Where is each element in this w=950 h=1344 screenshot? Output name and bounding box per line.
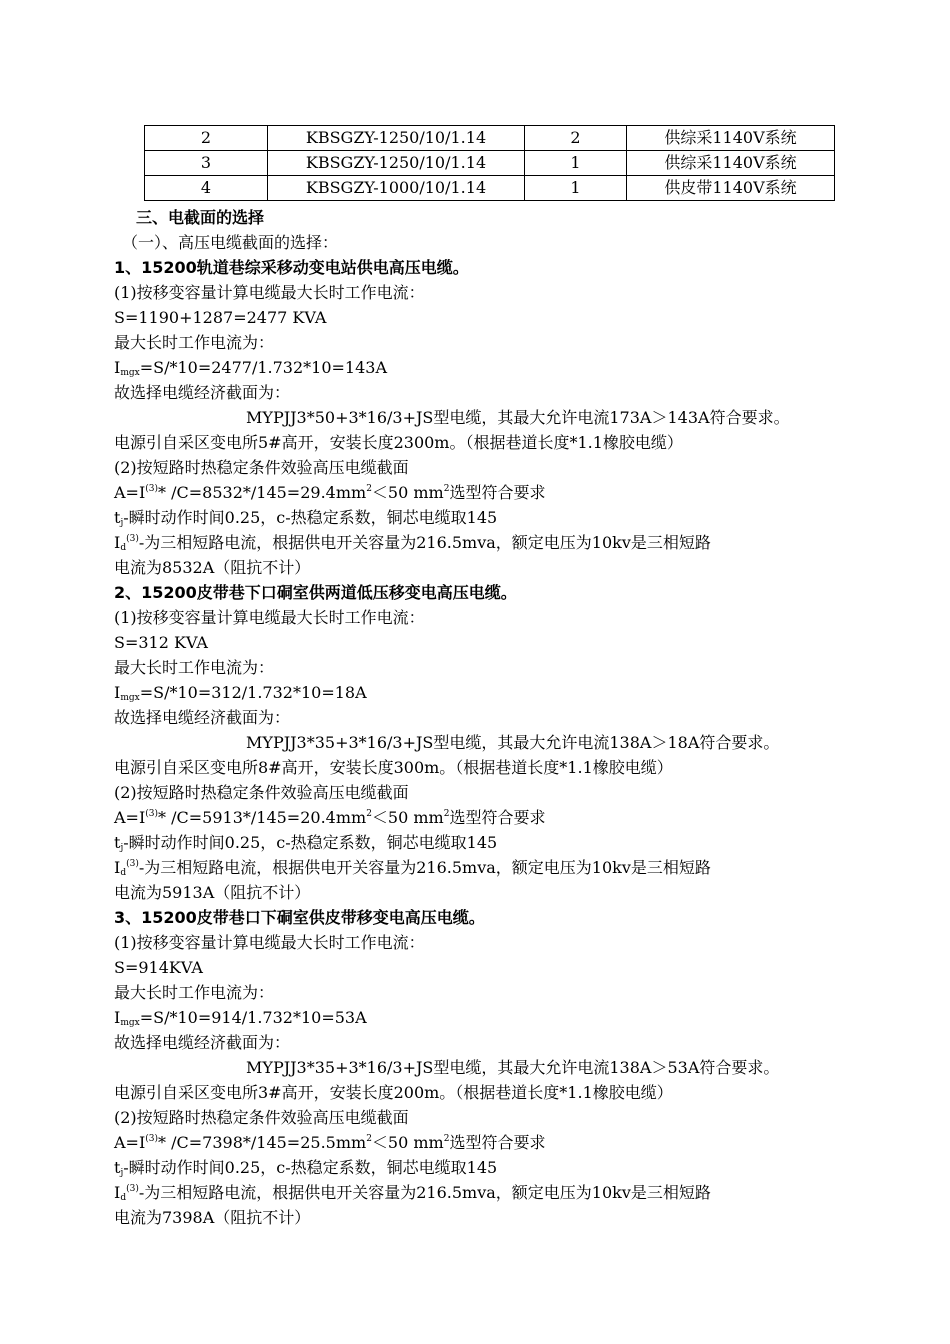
short-circuit-note: $I_d^{(3)}-$为三相短路电流，根据供电开关容量为216.5mva，额定电压为10kv是三相短路 [114,858,711,878]
capacity-formula: S=914KVA [114,958,203,977]
step-thermal-heading: (2)按短路时热稳定条件效验高压电缆截面 [114,458,409,477]
table-cell-index: 2 [145,126,268,151]
capacity-formula: S=1190+1287=2477 KVA [114,308,327,327]
document-body [114,205,844,1230]
cable-block-2 [114,580,844,905]
step-capacity-heading: (1)按移变容量计算电缆最大长时工作电流： [114,283,425,302]
time-coefficient-note: $t_j-$瞬时动作时间0.25，c-热稳定系数，铜芯电缆取145 [114,1158,498,1178]
block-title: 2、15200皮带巷下口硐室供两道低压移变电高压电缆。 [114,583,517,602]
block-title: 3、15200皮带巷口下硐室供皮带移变电高压电缆。 [114,908,485,927]
short-circuit-current: 电流为5913A（阻抗不计） [114,883,311,902]
equipment-table [144,125,835,201]
cable-selection: MYPJJ3*50+3*16/3+JS型电缆，其最大允许电流173A＞143A符合要求。 [246,408,790,427]
max-current-formula: $I_{mgx}=S/*10=2477/1.732*10=143A$ [114,358,387,378]
thermal-formula: $A=I^{(3)}*$ $/C=5913*/145=20.4mm^2<50$ $mm^2$选型符合要求 [114,808,546,827]
table-cell-index: 4 [145,176,268,201]
table-row [145,151,835,176]
cable-block-1 [114,255,844,580]
table-cell-quantity: 2 [525,126,627,151]
cable-block-3 [114,905,844,1230]
max-current-formula: $I_{mgx}=S/*10=312/1.732*10=18A$ [114,683,367,703]
table-row [145,176,835,201]
table-cell-quantity: 1 [525,176,627,201]
time-coefficient-note: $t_j-$瞬时动作时间0.25，c-热稳定系数，铜芯电缆取145 [114,508,498,528]
cable-selection: MYPJJ3*35+3*16/3+JS型电缆，其最大允许电流138A＞53A符合要求。 [246,1058,780,1077]
step-thermal-heading: (2)按短路时热稳定条件效验高压电缆截面 [114,1108,409,1127]
short-circuit-current: 电流为8532A（阻抗不计） [114,558,311,577]
time-coefficient-note: $t_j-$瞬时动作时间0.25，c-热稳定系数，铜芯电缆取145 [114,833,498,853]
block-title: 1、15200轨道巷综采移动变电站供电高压电缆。 [114,258,469,277]
section-heading: 三、电截面的选择 [136,208,265,227]
cable-selection: MYPJJ3*35+3*16/3+JS型电缆，其最大允许电流138A＞18A符合要求。 [246,733,780,752]
power-source: 电源引自采区变电所3#高开，安装长度200m。（根据巷道长度*1.1橡胶电缆） [114,1083,673,1102]
short-circuit-current: 电流为7398A（阻抗不计） [114,1208,311,1227]
subsection-heading: （一）、高压电缆截面的选择： [122,233,339,252]
step-capacity-heading: (1)按移变容量计算电缆最大长时工作电流： [114,933,425,952]
economic-section-label: 故选择电缆经济截面为： [114,1033,291,1052]
thermal-formula: $A=I^{(3)}*$ $/C=7398*/145=25.5mm^2<50$ $mm^2$选型符合要求 [114,1133,546,1152]
max-current-label: 最大长时工作电流为： [114,658,275,677]
thermal-formula: $A=I^{(3)}*$ $/C=8532*/145=29.4mm^2<50$ $mm^2$选型符合要求 [114,483,546,502]
table-cell-purpose: 供综采1140V系统 [627,151,835,176]
table-cell-model: KBSGZY-1250/10/1.14 [268,151,525,176]
economic-section-label: 故选择电缆经济截面为： [114,383,291,402]
max-current-label: 最大长时工作电流为： [114,333,275,352]
table-cell-model: KBSGZY-1250/10/1.14 [268,126,525,151]
short-circuit-note: $I_d^{(3)}-$为三相短路电流，根据供电开关容量为216.5mva，额定电压为10kv是三相短路 [114,533,711,553]
power-source: 电源引自采区变电所8#高开，安装长度300m。（根据巷道长度*1.1橡胶电缆） [114,758,673,777]
table-row [145,126,835,151]
economic-section-label: 故选择电缆经济截面为： [114,708,291,727]
step-thermal-heading: (2)按短路时热稳定条件效验高压电缆截面 [114,783,409,802]
short-circuit-note: $I_d^{(3)}-$为三相短路电流，根据供电开关容量为216.5mva，额定电压为10kv是三相短路 [114,1183,711,1203]
table-cell-quantity: 1 [525,151,627,176]
table-cell-model: KBSGZY-1000/10/1.14 [268,176,525,201]
power-source: 电源引自采区变电所5#高开，安装长度2300m。（根据巷道长度*1.1橡胶电缆） [114,433,683,452]
capacity-formula: S=312 KVA [114,633,208,652]
table-cell-purpose: 供综采1140V系统 [627,126,835,151]
table-cell-index: 3 [145,151,268,176]
step-capacity-heading: (1)按移变容量计算电缆最大长时工作电流： [114,608,425,627]
max-current-formula: $I_{mgx}=S/*10=914/1.732*10=53A$ [114,1008,367,1028]
table-cell-purpose: 供皮带1140V系统 [627,176,835,201]
max-current-label: 最大长时工作电流为： [114,983,275,1002]
